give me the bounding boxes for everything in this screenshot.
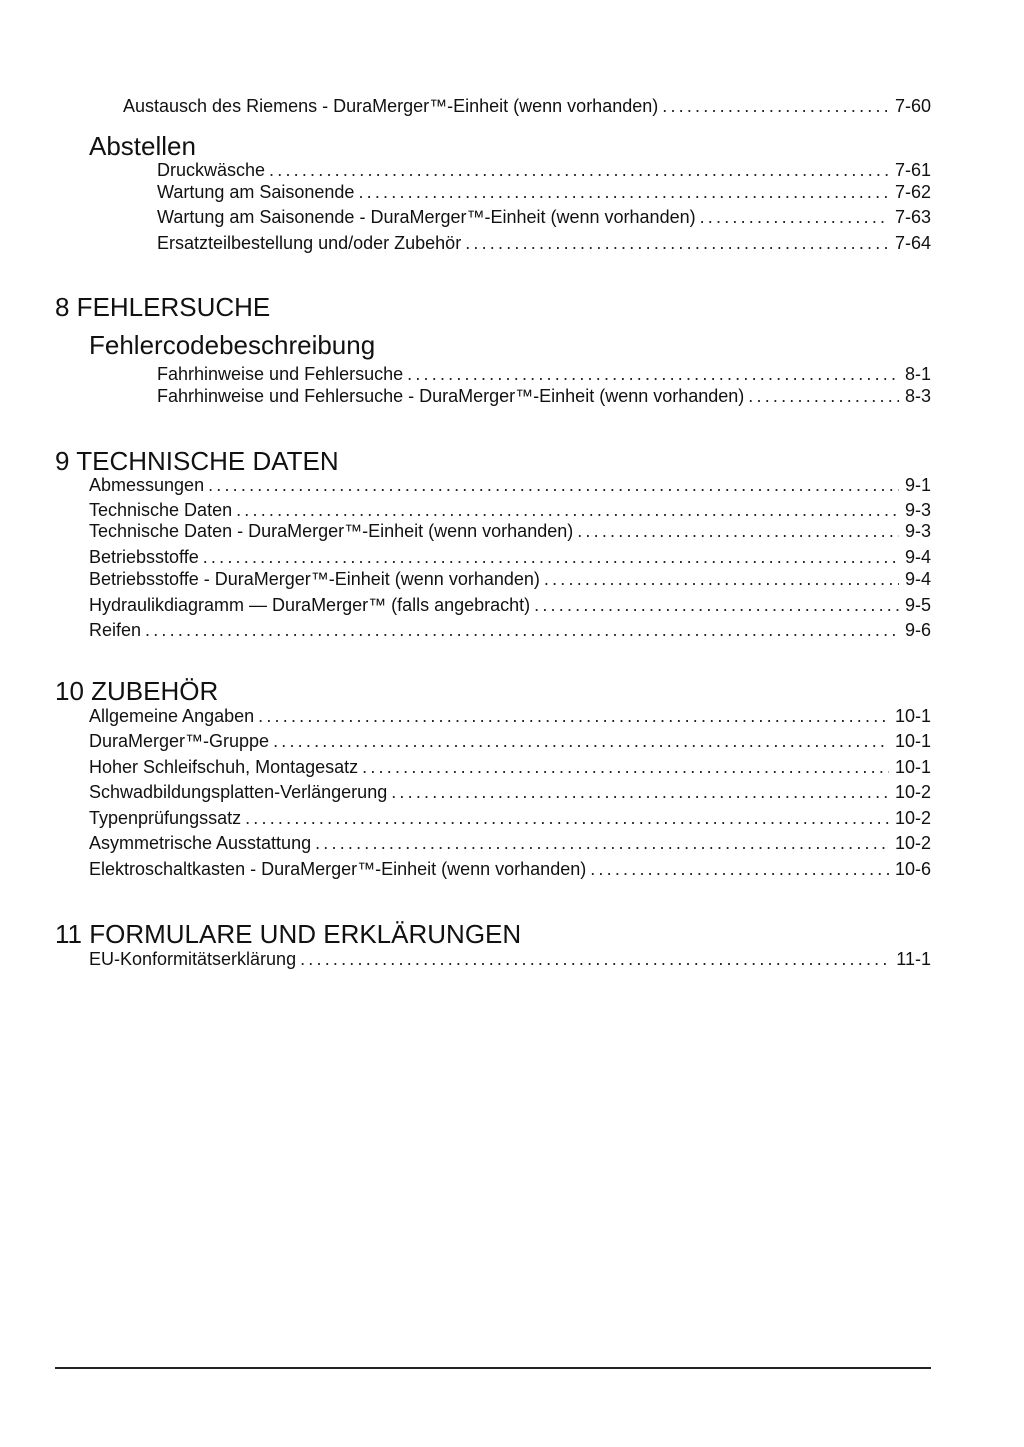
toc-entry-page: 7-64: [894, 233, 931, 253]
toc-entry-label: Elektroschaltkasten - DuraMerger™-Einheit (wenn vorhanden): [89, 859, 587, 879]
toc-entry-page: 10-2: [894, 833, 931, 853]
toc-entry[interactable]: [89, 755, 931, 779]
toc-entry-label: Asymmetrische Ausstattung: [89, 833, 312, 853]
toc-entry[interactable]: [123, 94, 931, 118]
toc-entry-label: Fahrhinweise und Fehlersuche: [157, 364, 404, 384]
toc-entry[interactable]: [89, 780, 931, 804]
toc-entry-page: 9-4: [904, 547, 931, 567]
toc-entry[interactable]: [89, 704, 931, 728]
dot-leader: [577, 519, 899, 543]
toc-entry-label: Schwadbildungsplatten-Verlängerung: [89, 782, 388, 802]
dot-leader: [391, 780, 889, 804]
toc-entry[interactable]: [157, 231, 931, 255]
dot-leader: [358, 180, 889, 204]
toc-entry[interactable]: [89, 729, 931, 753]
toc-entry-page: 7-61: [894, 160, 931, 180]
dot-leader: [145, 618, 899, 642]
toc-entry-label: EU-Konformitätserklärung: [89, 949, 297, 969]
dot-leader: [465, 231, 889, 255]
toc-entry-label: Betriebsstoffe: [89, 547, 199, 567]
toc-entry-label: Technische Daten: [89, 500, 233, 520]
chapter-heading-11: 11 FORMULARE UND ERKLÄRUNGEN: [55, 919, 522, 949]
toc-entry[interactable]: [157, 180, 931, 204]
dot-leader: [590, 857, 889, 881]
toc-entry-page: 10-2: [894, 782, 931, 802]
toc-entry-label: DuraMerger™-Gruppe: [89, 731, 270, 751]
toc-entry[interactable]: [157, 158, 931, 182]
dot-leader: [700, 205, 889, 229]
toc-entry[interactable]: [89, 545, 931, 569]
chapter-heading-10: 10 ZUBEHÖR: [55, 676, 219, 706]
toc-entry-page: 10-1: [894, 731, 931, 751]
toc-entry[interactable]: [89, 806, 931, 830]
toc-entry-page: 10-1: [894, 757, 931, 777]
toc-entry[interactable]: [89, 473, 931, 497]
toc-entry-page: 9-6: [904, 620, 931, 640]
toc-entry-label: Hydraulikdiagramm — DuraMerger™ (falls angebracht): [89, 595, 531, 615]
toc-entry-page: 7-60: [894, 96, 931, 116]
toc-entry[interactable]: [89, 593, 931, 617]
toc-entry-page: 7-62: [894, 182, 931, 202]
toc-entry-page: 8-1: [904, 364, 931, 384]
toc-entry[interactable]: [89, 618, 931, 642]
toc-entry-label: Hoher Schleifschuh, Montagesatz: [89, 757, 359, 777]
toc-entry-page: 7-63: [894, 207, 931, 227]
toc-entry-label: Wartung am Saisonende - DuraMerger™-Einheit (wenn vorhanden): [157, 207, 696, 227]
toc-entry-page: 9-1: [904, 475, 931, 495]
toc-entry-label: Abmessungen: [89, 475, 205, 495]
dot-leader: [362, 755, 889, 779]
toc-entry[interactable]: [89, 947, 931, 971]
dot-leader: [258, 704, 889, 728]
toc-entry-page: 9-3: [904, 521, 931, 541]
toc-entry-label: Typenprüfungssatz: [89, 808, 242, 828]
toc-entry-label: Fahrhinweise und Fehlersuche - DuraMerger™-Einheit (wenn vorhanden): [157, 386, 745, 406]
toc-entry[interactable]: [89, 857, 931, 881]
dot-leader: [208, 473, 899, 497]
section-heading-fehlercode: Fehlercodebeschreibung: [89, 330, 376, 360]
toc-entry-page: 10-2: [894, 808, 931, 828]
chapter-heading-9: 9 TECHNISCHE DATEN: [55, 446, 339, 476]
toc-entry-label: Wartung am Saisonende: [157, 182, 355, 202]
toc-entry-label: Technische Daten - DuraMerger™-Einheit (wenn vorhanden): [89, 521, 574, 541]
toc-entry[interactable]: [89, 831, 931, 855]
toc-entry-label: Austausch des Riemens - DuraMerger™-Einheit (wenn vorhanden): [123, 96, 659, 116]
toc-entry-page: 10-6: [894, 859, 931, 879]
toc-entry-label: Allgemeine Angaben: [89, 706, 255, 726]
toc-entry-page: 11-1: [896, 949, 931, 969]
toc-entry-label: Reifen: [89, 620, 142, 640]
toc-entry[interactable]: [157, 362, 931, 386]
toc-entry-page: 9-5: [904, 595, 931, 615]
toc-entry-page: 9-3: [904, 500, 931, 520]
toc-entry[interactable]: [157, 384, 931, 408]
dot-leader: [748, 384, 899, 408]
dot-leader: [273, 729, 889, 753]
dot-leader: [315, 831, 889, 855]
toc-entry[interactable]: [89, 567, 931, 591]
dot-leader: [544, 567, 899, 591]
toc-entry[interactable]: [89, 519, 931, 543]
dot-leader: [245, 806, 889, 830]
dot-leader: [662, 94, 889, 118]
toc-entry-page: 10-1: [894, 706, 931, 726]
dot-leader: [269, 158, 889, 182]
dot-leader: [534, 593, 899, 617]
toc-entry-label: Ersatzteilbestellung und/oder Zubehör: [157, 233, 462, 253]
toc-entry-page: 9-4: [904, 569, 931, 589]
toc-entry-page: 8-3: [904, 386, 931, 406]
toc-entry[interactable]: [157, 205, 931, 229]
section-heading-abstellen: Abstellen: [89, 131, 196, 161]
dot-leader: [203, 545, 899, 569]
dot-leader: [300, 947, 890, 971]
toc-entry-label: Druckwäsche: [157, 160, 266, 180]
footer-rule: [55, 1367, 931, 1369]
dot-leader: [407, 362, 899, 386]
toc-entry-label: Betriebsstoffe - DuraMerger™-Einheit (wenn vorhanden): [89, 569, 540, 589]
chapter-heading-8: 8 FEHLERSUCHE: [55, 292, 271, 322]
